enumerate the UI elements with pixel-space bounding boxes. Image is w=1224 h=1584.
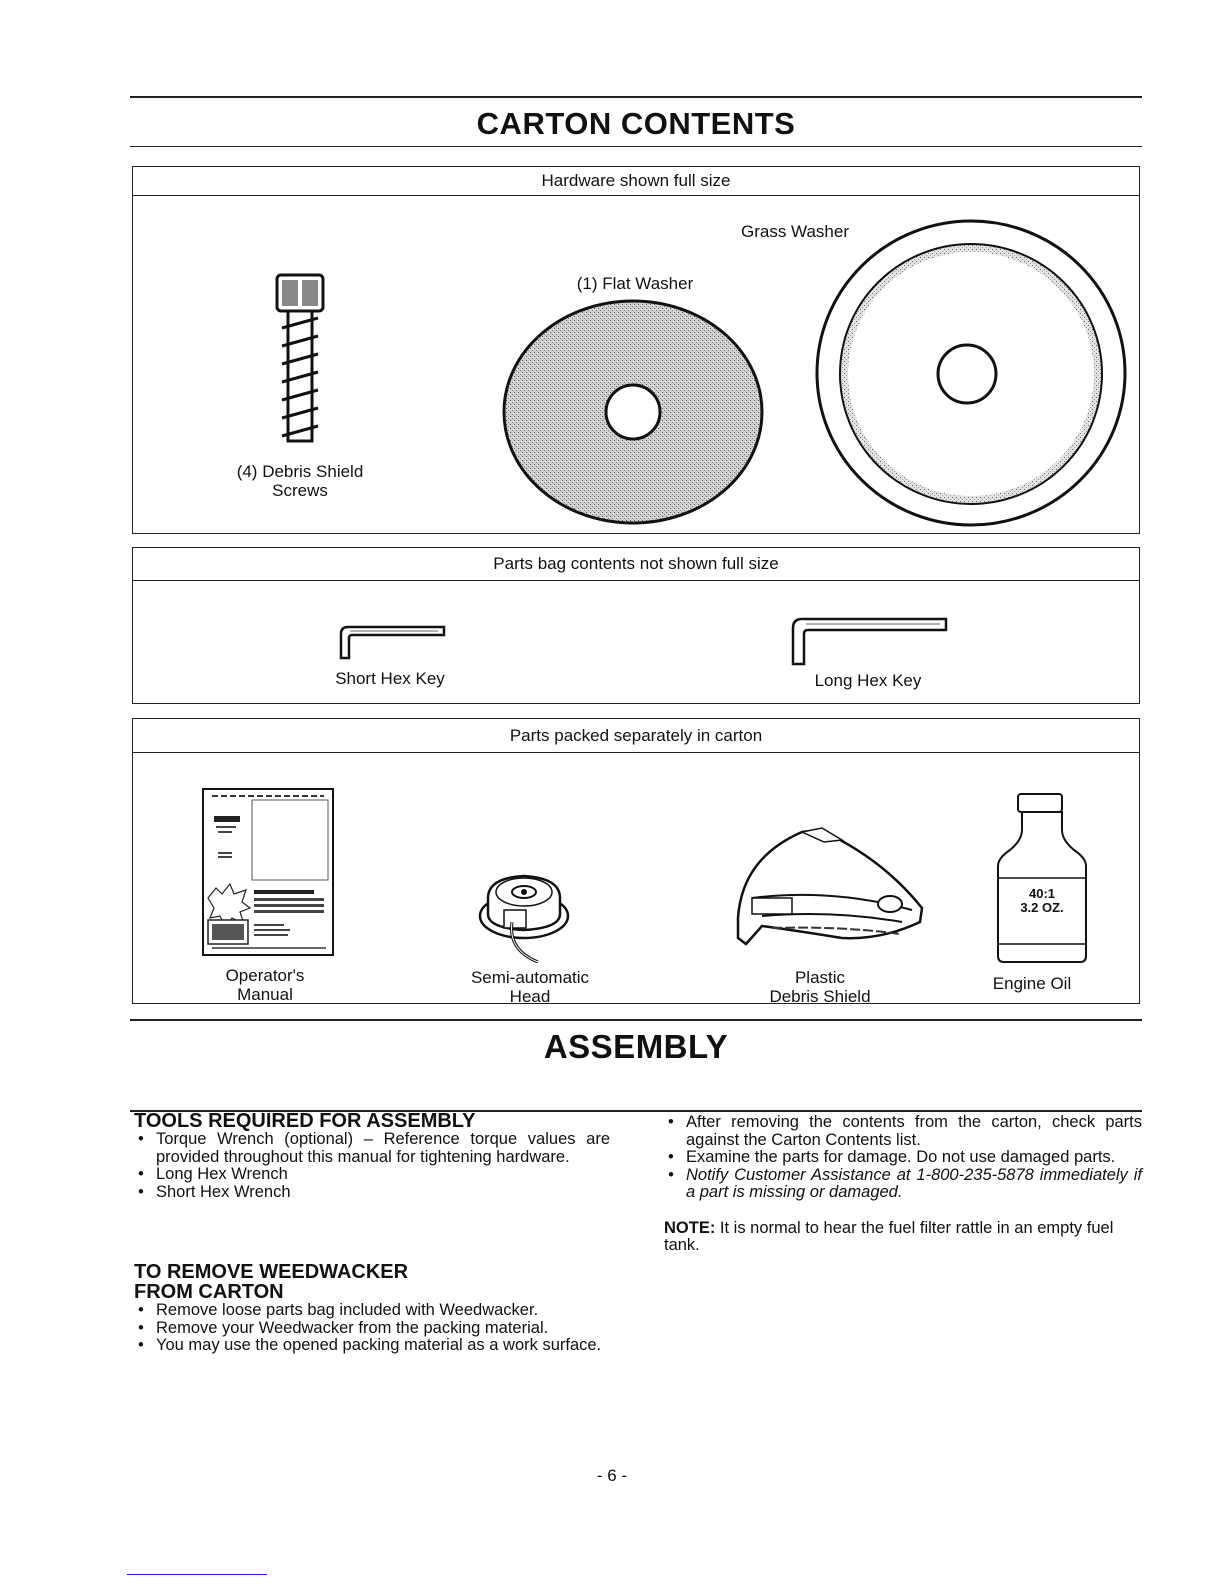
manual-label-line2: Manual <box>237 985 293 1004</box>
carton-contents-title: CARTON CONTENTS <box>476 106 796 141</box>
remove-item: • Remove your Weedwacker from the packing material. <box>134 1320 610 1338</box>
customer-assistance-note: • Notify Customer Assistance at 1-800-235-5878 immediately if a part is missing or damaged. <box>664 1167 1142 1202</box>
head-label <box>430 968 630 1006</box>
trimmer-head-icon <box>478 870 578 970</box>
debris-shield-label-line1: Plastic <box>794 968 846 987</box>
assembly-top-rule <box>130 1019 1142 1021</box>
flat-washer-icon <box>502 300 764 524</box>
grass-washer-label: Grass Washer <box>740 222 849 241</box>
oil-ratio: 40:1 <box>1028 886 1056 901</box>
head-label-line1: Semi-automatic <box>470 968 590 987</box>
manual-label <box>165 966 365 1004</box>
tools-list <box>134 1131 610 1201</box>
tools-item: • Short Hex Wrench <box>134 1184 610 1202</box>
oil-bottle-text <box>994 887 1090 915</box>
long-hex-key-label: Long Hex Key <box>814 671 922 690</box>
footer-blue-rule <box>127 1574 267 1575</box>
tools-section <box>134 1111 610 1201</box>
screws-label-line2: Screws <box>272 481 328 500</box>
check-list <box>664 1114 1142 1202</box>
oil-volume: 3.2 OZ. <box>1020 900 1064 915</box>
tools-item: • Long Hex Wrench <box>134 1166 610 1184</box>
remove-heading-line2: FROM CARTON <box>134 1281 284 1303</box>
debris-shield-label <box>720 968 920 1006</box>
remove-section <box>134 1262 610 1355</box>
debris-shield-label-line2: Debris Shield <box>769 987 871 1006</box>
carton-title-underline <box>130 146 1142 147</box>
parts-bag-box <box>132 547 1140 704</box>
remove-item: • Remove loose parts bag included with Weedwacker. <box>134 1302 610 1320</box>
page-number: - 6 - <box>596 1466 628 1485</box>
tools-heading: TOOLS REQUIRED FOR ASSEMBLY <box>134 1110 476 1132</box>
screws-label <box>195 462 405 500</box>
note-text: It is normal to hear the fuel filter rattle in an empty fuel tank. <box>664 1218 1114 1254</box>
packed-separately-box-header: Parts packed separately in carton <box>133 719 1139 753</box>
fuel-filter-note <box>664 1220 1142 1255</box>
assembly-title: ASSEMBLY <box>543 1028 729 1065</box>
check-section <box>664 1114 1142 1255</box>
short-hex-key-label: Short Hex Key <box>335 669 445 688</box>
screws-label-line1: (4) Debris Shield <box>236 462 364 481</box>
parts-bag-box-header: Parts bag contents not shown full size <box>133 548 1139 581</box>
head-label-line2: Head <box>509 987 551 1006</box>
hardware-box-header: Hardware shown full size <box>133 167 1139 196</box>
note-label: NOTE: <box>664 1218 716 1237</box>
remove-item: • You may use the opened packing material as a work surface. <box>134 1337 610 1355</box>
manual-label-line1: Operator's <box>225 966 305 985</box>
check-item: • After removing the contents from the carton, check parts against the Carton Contents list. <box>664 1114 1142 1149</box>
debris-shield-icon <box>732 818 932 948</box>
check-item: • Examine the parts for damage. Do not use damaged parts. <box>664 1149 1142 1167</box>
remove-list <box>134 1302 610 1355</box>
grass-washer-icon <box>815 216 1127 528</box>
oil-bottle-icon <box>994 792 1090 964</box>
manual-icon <box>202 788 334 958</box>
top-rule <box>130 96 1142 98</box>
short-hex-key-icon <box>338 624 448 660</box>
long-hex-key-icon <box>790 614 950 666</box>
engine-oil-label: Engine Oil <box>992 974 1072 993</box>
screw-icon <box>270 270 330 450</box>
tools-item: • Torque Wrench (optional) – Reference torque values are provided throughout this manual for tightening hardware. <box>134 1131 610 1166</box>
flat-washer-label: (1) Flat Washer <box>576 274 694 293</box>
remove-heading-line1: TO REMOVE WEEDWACKER <box>134 1261 409 1283</box>
